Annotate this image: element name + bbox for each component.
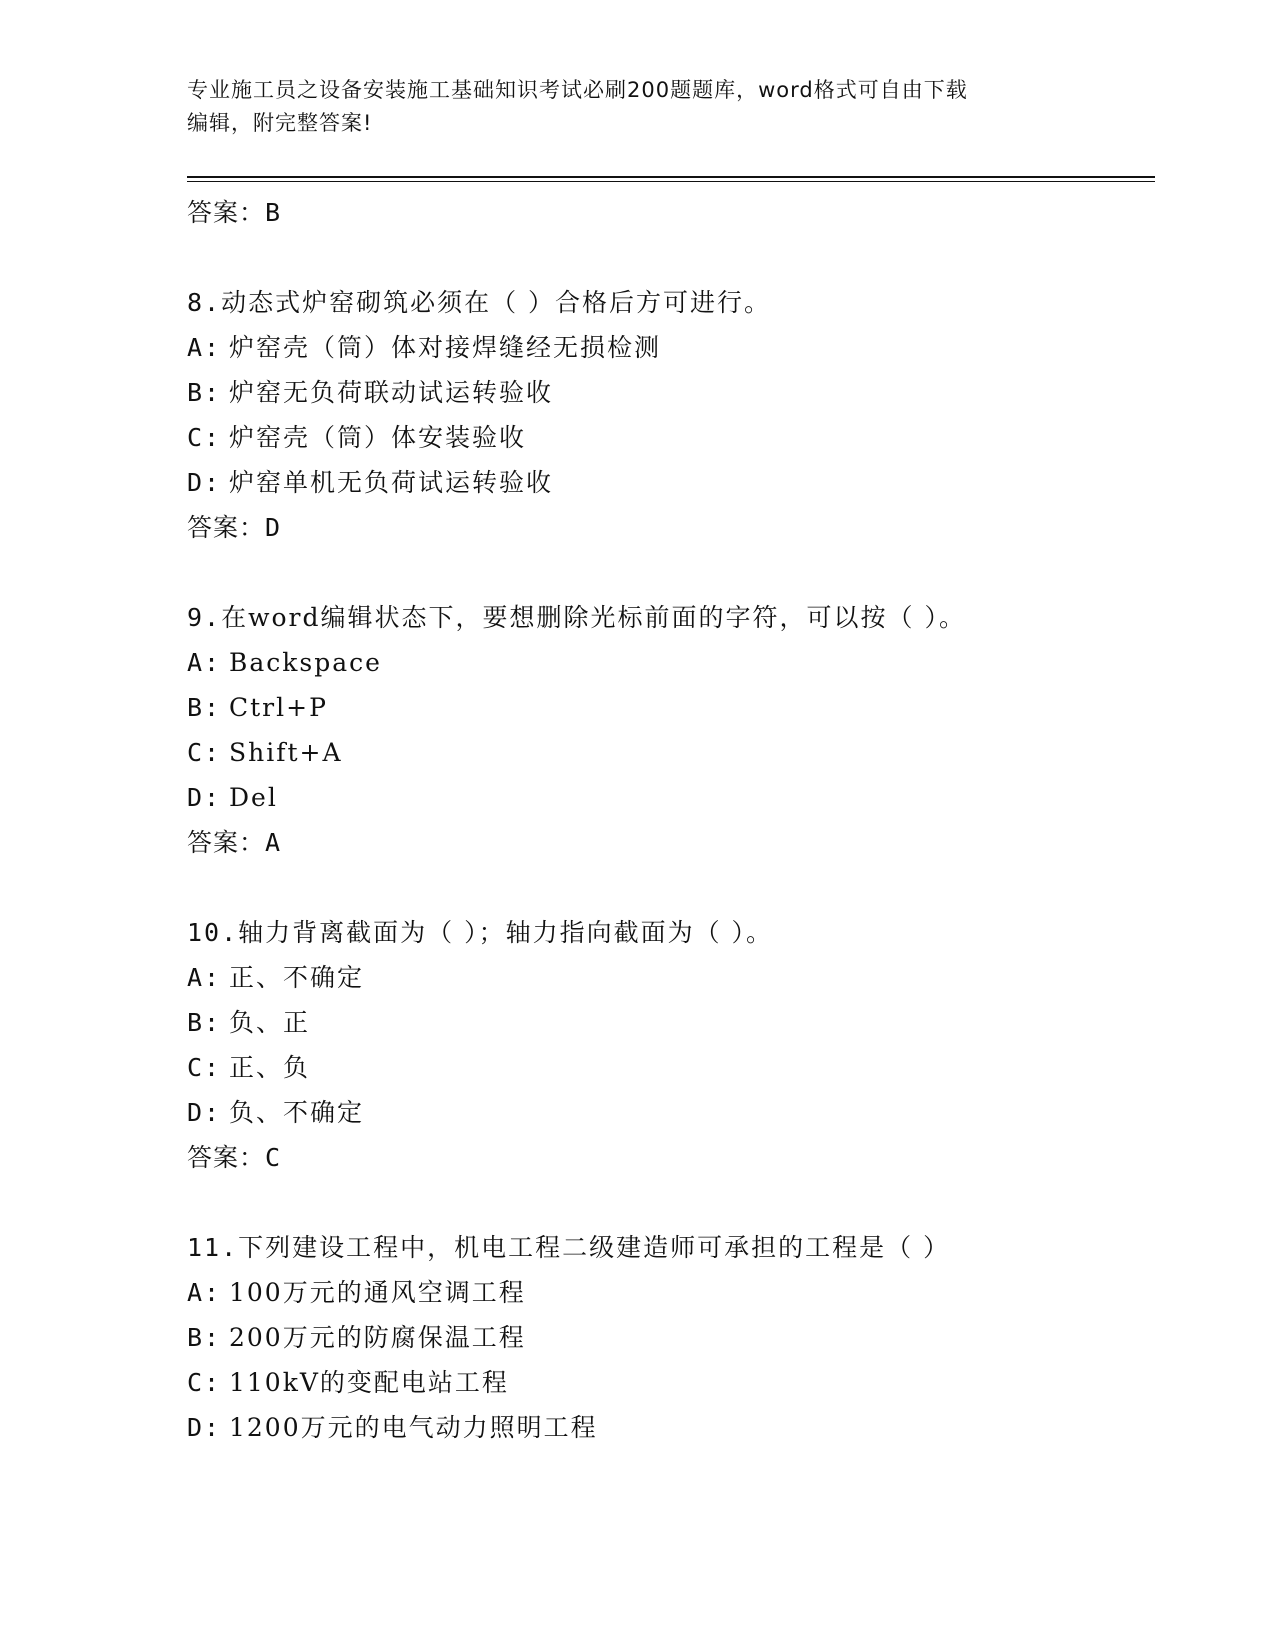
header-title-line-2: 编辑，附完整答案!	[187, 111, 373, 135]
question-number: 10.	[187, 918, 239, 947]
option-letter: A:	[187, 333, 222, 362]
option-b	[187, 370, 1155, 415]
option-text: 1200万元的电气动力照明工程	[229, 1413, 598, 1442]
option-text: 正、负	[229, 1053, 311, 1082]
option-d	[187, 460, 1155, 505]
document-header	[187, 74, 1087, 140]
option-text: 炉窑壳（筒）体安装验收	[229, 423, 527, 452]
option-b	[187, 685, 1155, 730]
question-block	[187, 1225, 1155, 1450]
option-c	[187, 730, 1155, 775]
question-number: 9.	[187, 603, 222, 632]
answer-value: A	[265, 828, 282, 857]
answer-value: C	[265, 1143, 282, 1172]
option-text: 炉窑壳（筒）体对接焊缝经无损检测	[229, 333, 662, 362]
header-divider-thick	[187, 176, 1155, 178]
question-text: 轴力背离截面为（ ）；轴力指向截面为（ ）。	[238, 918, 774, 947]
option-a	[187, 325, 1155, 370]
answer-label: 答案：	[187, 198, 266, 227]
option-text: Shift+A	[229, 738, 343, 767]
question-number: 11.	[187, 1233, 239, 1262]
option-a	[187, 955, 1155, 1000]
option-a	[187, 1270, 1155, 1315]
header-divider-thin	[187, 181, 1155, 182]
option-letter: A:	[187, 648, 222, 677]
question-stem	[187, 280, 1155, 325]
question-list	[187, 190, 1155, 1450]
answer-value: B	[265, 198, 282, 227]
option-d	[187, 1405, 1155, 1450]
header-title-line-1: 专业施工员之设备安装施工基础知识考试必刷200题题库，word格式可自由下载	[187, 78, 968, 102]
spacer	[187, 1181, 1155, 1225]
option-letter: C:	[187, 423, 222, 452]
option-letter: D:	[187, 783, 222, 812]
option-text: 110kV的变配电站工程	[229, 1368, 509, 1397]
option-letter: C:	[187, 1053, 222, 1082]
answer-line	[187, 190, 1155, 236]
option-text: Del	[229, 783, 278, 812]
spacer	[187, 866, 1155, 910]
question-block	[187, 595, 1155, 866]
option-c	[187, 1045, 1155, 1090]
question-stem	[187, 595, 1155, 640]
question-stem	[187, 910, 1155, 955]
question-block	[187, 280, 1155, 551]
option-letter: B:	[187, 378, 222, 407]
option-b	[187, 1315, 1155, 1360]
option-b	[187, 1000, 1155, 1045]
option-text: 负、不确定	[229, 1098, 365, 1127]
option-c	[187, 1360, 1155, 1405]
option-text: 负、正	[229, 1008, 311, 1037]
option-letter: C:	[187, 738, 222, 767]
option-d	[187, 775, 1155, 820]
question-text: 下列建设工程中，机电工程二级建造师可承担的工程是（ ）	[238, 1233, 951, 1262]
option-letter: B:	[187, 1008, 222, 1037]
option-letter: B:	[187, 693, 222, 722]
option-a	[187, 640, 1155, 685]
question-text: 在word编辑状态下，要想删除光标前面的字符，可以按（ ）。	[221, 603, 966, 632]
question-number: 8.	[187, 288, 222, 317]
spacer	[187, 236, 1155, 280]
option-letter: B:	[187, 1323, 222, 1352]
option-text: 200万元的防腐保温工程	[229, 1323, 526, 1352]
answer-label: 答案：	[187, 1143, 266, 1172]
option-letter: D:	[187, 1098, 222, 1127]
option-text: 炉窑无负荷联动试运转验收	[229, 378, 554, 407]
option-d	[187, 1090, 1155, 1135]
option-text: 炉窑单机无负荷试运转验收	[229, 468, 554, 497]
option-letter: C:	[187, 1368, 222, 1397]
answer-line	[187, 1135, 1155, 1181]
question-stem	[187, 1225, 1155, 1270]
option-text: Backspace	[229, 648, 382, 677]
option-text: 正、不确定	[229, 963, 365, 992]
answer-line	[187, 505, 1155, 551]
option-text: Ctrl+P	[229, 693, 328, 722]
answer-label: 答案：	[187, 513, 266, 542]
answer-value: D	[265, 513, 282, 542]
option-c	[187, 415, 1155, 460]
option-text: 100万元的通风空调工程	[229, 1278, 526, 1307]
question-text: 动态式炉窑砌筑必须在（ ）合格后方可进行。	[221, 288, 772, 317]
answer-line	[187, 820, 1155, 866]
option-letter: D:	[187, 468, 222, 497]
option-letter: A:	[187, 1278, 222, 1307]
answer-label: 答案：	[187, 828, 266, 857]
question-block	[187, 910, 1155, 1181]
option-letter: D:	[187, 1413, 222, 1442]
spacer	[187, 551, 1155, 595]
option-letter: A:	[187, 963, 222, 992]
